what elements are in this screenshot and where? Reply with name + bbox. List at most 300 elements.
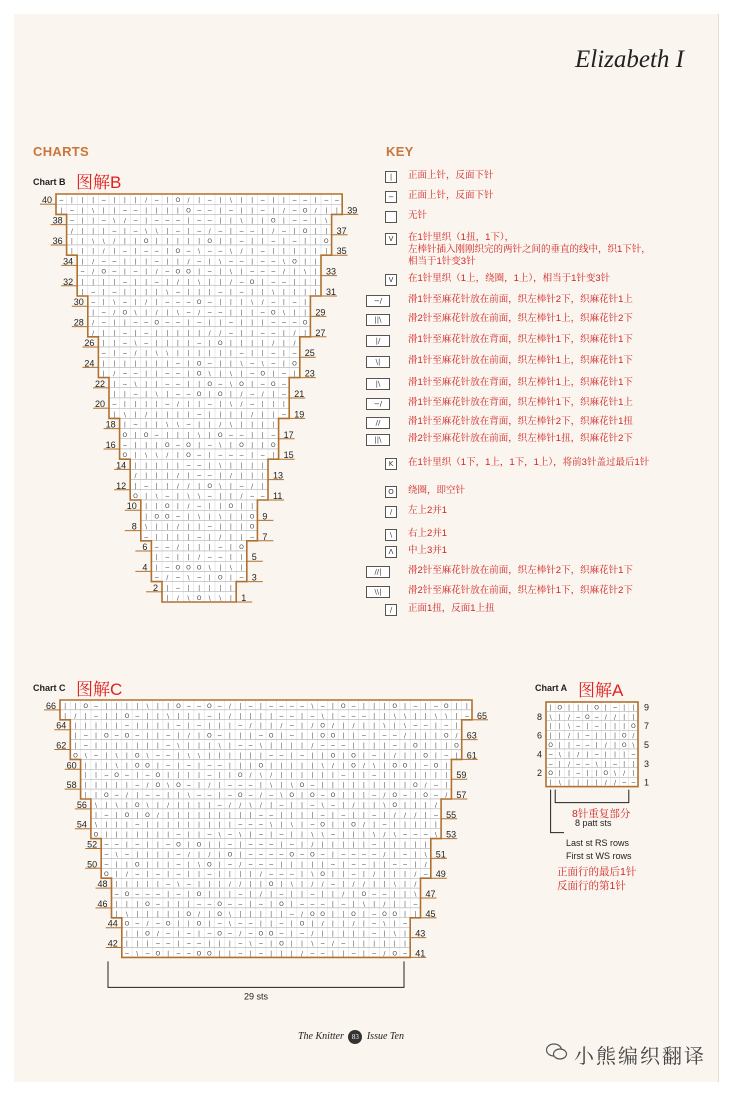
stitch-symbol: − — [124, 851, 130, 859]
stitch-symbol: / — [311, 722, 314, 730]
stitch-symbol: \ — [155, 350, 158, 358]
stitch-symbol: | — [95, 792, 98, 799]
stitch-symbol: | — [166, 258, 169, 266]
stitch-symbol: | — [134, 411, 137, 419]
stitch-symbol: | — [187, 554, 190, 562]
stitch-symbol: − — [270, 278, 276, 286]
stitch-symbol: / — [102, 248, 105, 256]
cable-j-icon: \\| — [366, 586, 390, 598]
stitch-symbol: \ — [177, 881, 180, 889]
stitch-symbol: | — [239, 732, 242, 740]
stitch-symbol: | — [393, 851, 396, 859]
stitch-symbol: \ — [259, 742, 262, 750]
stitch-symbol: − — [58, 197, 64, 205]
stitch-symbol: \ — [166, 289, 169, 296]
cable-f-icon: −/ — [366, 398, 390, 410]
stitch-symbol: | — [362, 752, 365, 760]
stitch-symbol: − — [101, 197, 107, 205]
stitch-symbol: | — [259, 712, 262, 720]
stitch-symbol: | — [219, 350, 222, 358]
key-item — [380, 232, 710, 267]
stitch-symbol: | — [259, 910, 262, 918]
stitch-symbol: − — [299, 930, 305, 938]
stitch-symbol: | — [167, 702, 170, 710]
stitch-symbol: | — [393, 782, 396, 790]
row-number: 66 — [45, 700, 56, 711]
stitch-symbol: | — [81, 197, 84, 205]
stitch-symbol: − — [165, 762, 171, 770]
stitch-symbol: | — [102, 207, 105, 215]
stitch-symbol: | — [145, 380, 148, 388]
row-number: 6 — [142, 542, 148, 552]
stitch-symbol: | — [240, 554, 243, 562]
stitch-symbol: − — [309, 900, 315, 908]
stitch-symbol: | — [113, 360, 116, 368]
stitch-symbol: \ — [167, 782, 170, 790]
stitch-symbol: | — [240, 533, 243, 541]
stitch-symbol: O — [73, 752, 78, 760]
stitch-symbol: \ — [219, 482, 222, 490]
stitch-symbol: − — [134, 841, 140, 849]
stitch-symbol: | — [445, 742, 448, 750]
stitch-symbol: | — [549, 779, 552, 787]
stitch-symbol: | — [155, 442, 158, 449]
stitch-symbol: | — [325, 207, 328, 215]
row-number: 4 — [536, 749, 542, 760]
stitch-symbol: | — [166, 462, 169, 470]
row-number: 12 — [116, 480, 127, 491]
stitch-symbol: | — [352, 930, 355, 938]
stitch-symbol: / — [272, 340, 275, 347]
stitch-symbol: − — [381, 732, 387, 740]
stitch-symbol: | — [259, 752, 262, 760]
stitch-symbol: | — [577, 732, 580, 740]
stitch-symbol: − — [175, 442, 181, 449]
stitch-symbol: / — [567, 713, 571, 721]
stitch-symbol: | — [92, 278, 95, 286]
stitch-symbol: | — [249, 881, 252, 889]
key-item-text: 中上3并1 — [408, 545, 448, 556]
stitch-symbol: | — [270, 831, 273, 839]
row-number: 55 — [446, 809, 457, 820]
stitch-symbol: \ — [414, 891, 417, 898]
stitch-symbol: | — [239, 841, 242, 849]
stitch-symbol: O — [122, 309, 128, 317]
stitch-symbol: − — [309, 891, 315, 898]
stitch-symbol: | — [198, 821, 201, 829]
stitch-symbol: | — [219, 370, 222, 378]
stitch-symbol: | — [187, 544, 190, 551]
stitch-symbol: | — [187, 380, 190, 388]
row-number: 44 — [107, 918, 118, 929]
stitch-symbol: O — [299, 782, 305, 790]
chart-a-last-st: Last st RS rows — [566, 838, 630, 848]
stitch-symbol: O — [134, 801, 140, 809]
stitch-symbol: O — [165, 920, 171, 928]
footer-page-number: 83 — [348, 1030, 362, 1044]
stitch-symbol: | — [187, 431, 190, 439]
stitch-symbol: | — [290, 920, 293, 928]
stitch-symbol: | — [95, 762, 98, 770]
stitch-symbol: | — [176, 411, 179, 419]
stitch-symbol: | — [251, 329, 254, 337]
stitch-symbol: | — [290, 891, 293, 898]
stitch-symbol: − — [196, 258, 202, 266]
stitch-symbol: \ — [146, 702, 149, 710]
row-number: 11 — [273, 491, 283, 501]
stitch-symbol: | — [187, 278, 190, 286]
stitch-symbol: / — [208, 782, 211, 790]
stitch-symbol: / — [92, 319, 95, 327]
stitch-symbol: − — [132, 421, 139, 429]
stitch-symbol: | — [434, 742, 437, 750]
stitch-symbol: | — [187, 831, 190, 839]
stitch-symbol: | — [393, 891, 396, 898]
stitch-symbol: − — [281, 278, 287, 286]
row-number: 2 — [152, 582, 158, 593]
stitch-symbol: − — [227, 861, 233, 869]
stitch-symbol: | — [604, 704, 607, 712]
row-number: 3 — [644, 758, 650, 769]
stitch-symbol: | — [64, 712, 67, 720]
stitch-symbol: | — [331, 702, 334, 710]
stitch-symbol: O — [270, 309, 276, 317]
stitch-symbol: | — [198, 289, 201, 296]
stitch-symbol: | — [155, 564, 158, 572]
stitch-symbol: | — [404, 742, 407, 750]
stitch-symbol: | — [311, 732, 314, 740]
stitch-symbol: − — [122, 340, 128, 347]
stitch-symbol: | — [208, 722, 211, 730]
key-item-text: 滑1针至麻花针放在背面，织左棒针1下，织麻花针1下 — [408, 334, 633, 345]
key-item — [380, 545, 710, 563]
row-number: 5 — [251, 552, 257, 563]
key-item — [380, 273, 710, 291]
stitch-symbol: \ — [219, 513, 222, 521]
chart-a-last-st-cn: 正面行的最后1针 — [557, 866, 637, 878]
stitch-symbol: \ — [115, 752, 118, 760]
stitch-symbol: | — [445, 782, 448, 790]
stitch-symbol: / — [219, 421, 222, 429]
stitch-symbol: | — [176, 554, 179, 562]
stitch-symbol: − — [93, 752, 99, 760]
stitch-symbol: | — [261, 350, 264, 358]
stitch-symbol: − — [122, 350, 128, 358]
stitch-symbol: | — [228, 950, 231, 958]
stitch-symbol: | — [136, 930, 139, 938]
stitch-symbol: | — [321, 930, 324, 938]
stitch-symbol: | — [92, 227, 95, 235]
stitch-symbol: | — [342, 801, 345, 809]
stitch-symbol: | — [177, 811, 180, 819]
stitch-symbol: | — [208, 350, 211, 358]
stitch-symbol: | — [383, 881, 386, 889]
stitch-symbol: | — [156, 732, 159, 740]
stitch-symbol: − — [258, 900, 264, 908]
stitch-symbol: | — [166, 482, 169, 490]
k2tog-icon: / — [385, 506, 397, 518]
stitch-symbol: | — [218, 712, 221, 720]
stitch-symbol: | — [187, 900, 190, 908]
stitch-symbol: − — [260, 258, 266, 266]
stitch-symbol: | — [125, 841, 128, 849]
stitch-symbol: | — [251, 462, 254, 470]
stitch-symbol: | — [383, 871, 386, 879]
stitch-symbol: | — [156, 702, 159, 710]
stitch-symbol: | — [259, 782, 262, 790]
stitch-symbol: | — [239, 752, 242, 760]
stitch-symbol: \ — [325, 217, 328, 225]
stitch-symbol: | — [187, 920, 190, 928]
stitch-symbol: − — [217, 732, 223, 740]
stitch-symbol: | — [105, 821, 108, 829]
stitch-symbol: − — [145, 772, 151, 780]
stitch-symbol: \ — [595, 760, 598, 768]
stitch-symbol: | — [166, 248, 169, 256]
stitch-symbol: \ — [208, 595, 211, 602]
stitch-symbol: | — [290, 940, 293, 948]
stitch-symbol: \ — [145, 227, 148, 235]
stitch-symbol: − — [584, 732, 590, 740]
stitch-symbol: | — [383, 930, 386, 938]
stitch-symbol: | — [60, 207, 63, 215]
stitch-symbol: | — [424, 742, 427, 750]
stitch-symbol: O — [175, 564, 181, 572]
stitch-symbol: / — [414, 881, 417, 889]
stitch-symbol: | — [218, 722, 221, 730]
stitch-symbol: \ — [229, 421, 232, 429]
stitch-symbol: | — [595, 770, 598, 778]
stitch-symbol: | — [155, 329, 158, 337]
stitch-symbol: − — [423, 722, 429, 730]
stitch-symbol: | — [240, 329, 243, 337]
chart-a-label: Chart A — [535, 683, 568, 693]
stitch-symbol: | — [259, 881, 262, 889]
row-number: 61 — [466, 750, 477, 761]
stitch-symbol: | — [208, 431, 211, 439]
stitch-symbol: | — [123, 268, 126, 276]
row-number: 26 — [84, 338, 95, 348]
stitch-symbol: − — [186, 762, 192, 770]
stitch-symbol: | — [105, 752, 108, 760]
stitch-symbol: O — [155, 950, 161, 958]
chart-c-label: Chart C — [33, 683, 66, 693]
no-stitch-icon — [385, 211, 397, 223]
stitch-symbol: | — [424, 732, 427, 740]
stitch-symbol: / — [187, 258, 190, 266]
stitch-symbol: | — [115, 811, 118, 819]
stitch-symbol: \ — [228, 910, 231, 918]
stitch-symbol: O — [207, 380, 213, 388]
stitch-symbol: | — [455, 752, 458, 760]
stitch-symbol: − — [134, 782, 140, 790]
stitch-symbol: | — [145, 207, 148, 215]
stitch-symbol: | — [176, 350, 179, 358]
stitch-symbol: O — [155, 772, 161, 780]
stitch-symbol: − — [248, 861, 254, 869]
stitch-symbol: | — [404, 752, 407, 760]
stitch-symbol: − — [228, 329, 234, 337]
stitch-symbol: | — [352, 772, 355, 780]
stitch-symbol: | — [113, 380, 116, 388]
stitch-symbol: / — [383, 900, 386, 908]
stitch-symbol: | — [393, 772, 396, 780]
stitch-symbol: | — [187, 772, 190, 780]
footer-issue: Issue Ten — [366, 1031, 404, 1042]
stitch-symbol: | — [270, 950, 273, 958]
stitch-symbol: − — [196, 503, 202, 511]
key-item-text: 正面1扭，反面1上扭 — [408, 603, 495, 614]
stitch-symbol: \ — [393, 881, 396, 889]
stitch-symbol: | — [105, 742, 108, 750]
stitch-symbol: − — [249, 360, 255, 368]
stitch-symbol: − — [281, 319, 287, 327]
stitch-symbol: − — [207, 248, 213, 256]
stitch-symbol: − — [132, 268, 139, 276]
stitch-symbol: | — [177, 732, 180, 740]
stitch-symbol: − — [270, 319, 276, 327]
row-number: 27 — [315, 327, 326, 338]
stitch-symbol: | — [383, 841, 386, 849]
stitch-symbol: | — [270, 742, 273, 750]
stitch-symbol: | — [272, 370, 275, 378]
purl-icon: − — [385, 191, 397, 203]
stitch-symbol: − — [228, 258, 234, 266]
stitch-symbol: − — [575, 770, 581, 778]
stitch-symbol: | — [166, 329, 169, 337]
stitch-symbol: | — [362, 831, 365, 839]
stitch-symbol: − — [248, 792, 254, 799]
stitch-symbol: | — [156, 910, 159, 918]
stitch-symbol: | — [342, 920, 345, 928]
stitch-symbol: | — [102, 370, 105, 378]
stitch-symbol: | — [331, 851, 334, 859]
stitch-symbol: − — [402, 920, 408, 928]
stitch-symbol: | — [321, 841, 324, 849]
stitch-symbol: | — [240, 309, 243, 317]
stitch-symbol: − — [248, 782, 254, 790]
ssk-icon: \ — [385, 529, 397, 541]
stitch-symbol: − — [268, 811, 274, 819]
key-item — [374, 565, 710, 583]
stitch-symbol: | — [208, 258, 211, 266]
stitch-symbol: O — [124, 891, 130, 898]
stitch-symbol: | — [166, 207, 169, 215]
stitch-symbol: | — [187, 350, 190, 358]
stitch-symbol: | — [335, 207, 338, 215]
stitch-symbol: | — [259, 722, 262, 730]
stitch-symbol: | — [177, 792, 180, 799]
stitch-symbol: − — [278, 752, 284, 760]
stitch-symbol: − — [145, 891, 151, 898]
stitch-symbol: \ — [155, 391, 158, 398]
stitch-symbol: | — [198, 782, 201, 790]
stitch-symbol: | — [208, 752, 211, 760]
stitch-symbol: | — [424, 801, 427, 809]
stitch-symbol: | — [301, 940, 304, 948]
stitch-symbol: | — [342, 792, 345, 799]
stitch-symbol: / — [166, 452, 169, 460]
stitch-symbol: | — [102, 299, 105, 307]
stitch-symbol: O — [196, 391, 202, 398]
stitch-symbol: − — [164, 544, 170, 551]
stitch-symbol: \ — [280, 792, 283, 799]
stitch-symbol: | — [251, 289, 254, 296]
stitch-symbol: | — [362, 950, 365, 958]
stitch-symbol: − — [196, 940, 202, 948]
stitch-symbol: | — [383, 702, 386, 710]
stitch-symbol: / — [251, 411, 254, 419]
stitch-symbol: | — [304, 299, 307, 307]
stitch-symbol: | — [342, 881, 345, 889]
stitch-symbol: O — [279, 900, 284, 908]
stitch-symbol: | — [123, 227, 126, 235]
stitch-symbol: | — [74, 702, 77, 710]
stitch-symbol: | — [373, 782, 376, 790]
stitch-symbol: | — [136, 742, 139, 750]
stitch-symbol: | — [586, 723, 589, 731]
stitch-symbol: O — [143, 431, 149, 439]
stitch-symbol: | — [414, 762, 417, 770]
stitch-symbol: − — [227, 782, 233, 790]
stitch-symbol: | — [272, 391, 275, 398]
stitch-symbol: / — [208, 851, 211, 859]
stitch-symbol: | — [187, 801, 190, 809]
stitch-symbol: | — [208, 841, 211, 849]
stitch-symbol: − — [217, 762, 223, 770]
stitch-symbol: − — [206, 900, 212, 908]
stitch-symbol: | — [187, 513, 190, 521]
stitch-symbol: | — [251, 340, 254, 347]
stitch-symbol: − — [258, 841, 264, 849]
stitch-symbol: − — [132, 319, 139, 327]
stitch-symbol: | — [239, 910, 242, 918]
stitch-symbol: − — [111, 289, 117, 296]
stitch-symbol: | — [229, 513, 232, 521]
key-item-text: 左上2并1 — [408, 505, 448, 516]
stitch-symbol: | — [167, 722, 170, 730]
stitch-symbol: − — [217, 920, 223, 928]
stitch-symbol: | — [373, 940, 376, 948]
stitch-symbol: − — [132, 207, 139, 215]
stitch-symbol: | — [249, 871, 252, 879]
stitch-symbol: | — [115, 881, 118, 889]
stitch-symbol: − — [196, 900, 202, 908]
stitch-symbol: O — [443, 702, 449, 710]
chart-a-repeat-cn: 8针重复部分 — [572, 808, 631, 820]
stitch-symbol: / — [424, 861, 427, 869]
stitch-symbol: − — [185, 421, 192, 429]
stitch-symbol: − — [258, 732, 264, 740]
stitch-symbol: \ — [249, 801, 252, 809]
stitch-symbol: − — [340, 851, 346, 859]
stitch-symbol: O — [122, 452, 128, 460]
key-item-text: 正面上针，反面下针 — [408, 190, 494, 201]
stitch-symbol: − — [270, 299, 276, 307]
stitch-symbol: − — [575, 713, 581, 721]
stitch-symbol: | — [314, 227, 317, 235]
stitch-symbol: \ — [177, 742, 180, 750]
stitch-symbol: | — [145, 462, 148, 470]
stitch-symbol: \ — [270, 782, 273, 790]
key-item-text: 滑2针至麻花针放在前面，织左棒针1下，织麻花针2下 — [408, 585, 633, 596]
stitch-symbol: − — [132, 217, 139, 225]
stitch-symbol: − — [237, 920, 243, 928]
stitch-symbol: \ — [113, 299, 116, 307]
stitch-symbol: − — [371, 851, 377, 859]
stitch-symbol: − — [621, 779, 627, 787]
stitch-symbol: | — [134, 248, 137, 256]
